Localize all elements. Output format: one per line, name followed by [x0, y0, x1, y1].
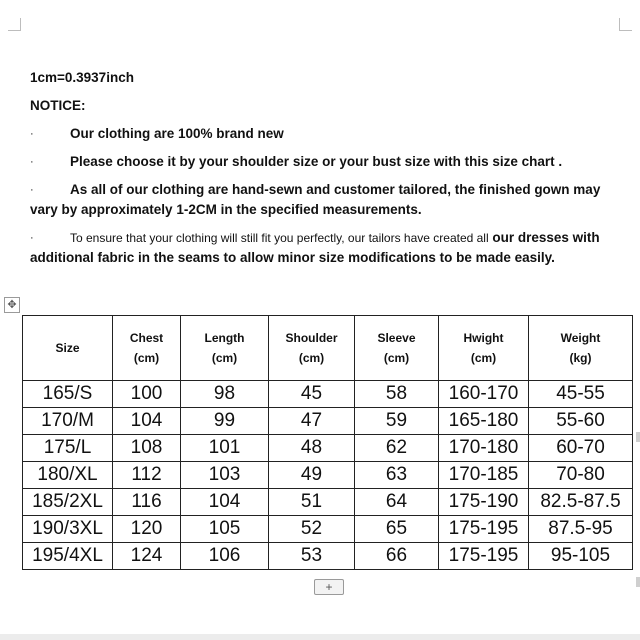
- table-cell: 112: [113, 462, 181, 489]
- table-cell: 62: [355, 435, 439, 462]
- table-row: [23, 381, 633, 408]
- size-chart-table: [22, 315, 633, 570]
- table-cell: 170-185: [439, 462, 529, 489]
- table-cell: 106: [181, 543, 269, 570]
- table-cell: 45-55: [529, 381, 633, 408]
- table-cell: 52: [269, 516, 355, 543]
- table-cell: 104: [181, 489, 269, 516]
- table-cell: 120: [113, 516, 181, 543]
- header-cell-size: Size: [23, 316, 113, 381]
- table-row: [23, 462, 633, 489]
- bullet-text: As all of our clothing are hand-sewn and customer tailored, the finished gown may vary by approximately 1-2CM in the specified measurements.: [30, 182, 601, 217]
- bullet-item: [30, 152, 630, 172]
- table-cell: 165/S: [23, 381, 113, 408]
- table-row: [23, 435, 633, 462]
- table-cell: 175/L: [23, 435, 113, 462]
- bullet-text-group: [30, 228, 630, 268]
- table-cell: 108: [113, 435, 181, 462]
- table-cell: 100: [113, 381, 181, 408]
- table-cell: 66: [355, 543, 439, 570]
- table-row: [23, 489, 633, 516]
- table-cell: 160-170: [439, 381, 529, 408]
- table-cell: 175-195: [439, 516, 529, 543]
- table-cell: 175-190: [439, 489, 529, 516]
- table-cell: 185/2XL: [23, 489, 113, 516]
- table-cell: 99: [181, 408, 269, 435]
- conversion-text: 1cm=0.3937inch: [30, 70, 134, 85]
- bullet-text: our dresses with additional fabric in the seams to allow minor size modifications to be made easily.: [30, 230, 600, 265]
- bottom-status-bar: [0, 634, 640, 640]
- header-cell-weight: Weight (kg): [529, 316, 633, 381]
- table-cell: 87.5-95: [529, 516, 633, 543]
- table-cell: 63: [355, 462, 439, 489]
- scrollbar-marker: [636, 432, 640, 442]
- bullet-dot: ·: [30, 184, 34, 196]
- bullet-item: [30, 124, 630, 144]
- table-cell: 58: [355, 381, 439, 408]
- bullet-text: Please choose it by your shoulder size or your bust size with this size chart .: [70, 154, 563, 169]
- bullet-dot: ·: [30, 128, 34, 140]
- crop-mark-top-right: [619, 18, 632, 31]
- table-cell: 45: [269, 381, 355, 408]
- header-cell-shoulder: Shoulder (cm): [269, 316, 355, 381]
- table-cell: 64: [355, 489, 439, 516]
- header-cell-length: Length (cm): [181, 316, 269, 381]
- header-cell-height: Hwight (cm): [439, 316, 529, 381]
- table-cell: 49: [269, 462, 355, 489]
- notice-heading: NOTICE:: [30, 98, 86, 113]
- table-cell: 165-180: [439, 408, 529, 435]
- header-cell-sleeve: Sleeve (cm): [355, 316, 439, 381]
- crop-mark-top-left: [8, 18, 21, 31]
- table-row: [23, 543, 633, 570]
- table-cell: 98: [181, 381, 269, 408]
- table-cell: 190/3XL: [23, 516, 113, 543]
- table-cell: 101: [181, 435, 269, 462]
- table-cell: 180/XL: [23, 462, 113, 489]
- table-cell: 170-180: [439, 435, 529, 462]
- notice-section: [30, 62, 630, 268]
- table-cell: 195/4XL: [23, 543, 113, 570]
- table-cell: 47: [269, 408, 355, 435]
- table-cell: 170/M: [23, 408, 113, 435]
- scrollbar-marker: [636, 577, 640, 587]
- table-cell: 175-195: [439, 543, 529, 570]
- table-cell: 53: [269, 543, 355, 570]
- bullet-item: [30, 180, 630, 220]
- table-cell: 104: [113, 408, 181, 435]
- bullet-text-small: To ensure that your clothing will still fit you perfectly, our tailors have created all: [70, 231, 489, 245]
- table-cell: 105: [181, 516, 269, 543]
- table-cell: 103: [181, 462, 269, 489]
- table-cell: 60-70: [529, 435, 633, 462]
- bullet-item: [30, 228, 630, 268]
- bullet-text: Our clothing are 100% brand new: [70, 126, 284, 141]
- bullet-dot: ·: [30, 232, 34, 244]
- bullet-dot: ·: [30, 156, 34, 168]
- table-cell: 70-80: [529, 462, 633, 489]
- table-cell: 59: [355, 408, 439, 435]
- table-cell: 116: [113, 489, 181, 516]
- table-cell: 48: [269, 435, 355, 462]
- add-row-icon[interactable]: +: [314, 579, 344, 595]
- table-cell: 124: [113, 543, 181, 570]
- table-cell: 82.5-87.5: [529, 489, 633, 516]
- table-cell: 55-60: [529, 408, 633, 435]
- table-header-row: [23, 316, 633, 381]
- table-cell: 65: [355, 516, 439, 543]
- table-row: [23, 516, 633, 543]
- table-cell: 51: [269, 489, 355, 516]
- header-cell-chest: Chest (cm): [113, 316, 181, 381]
- table-row: [23, 408, 633, 435]
- table-cell: 95-105: [529, 543, 633, 570]
- move-handle-icon[interactable]: ✥: [4, 297, 20, 313]
